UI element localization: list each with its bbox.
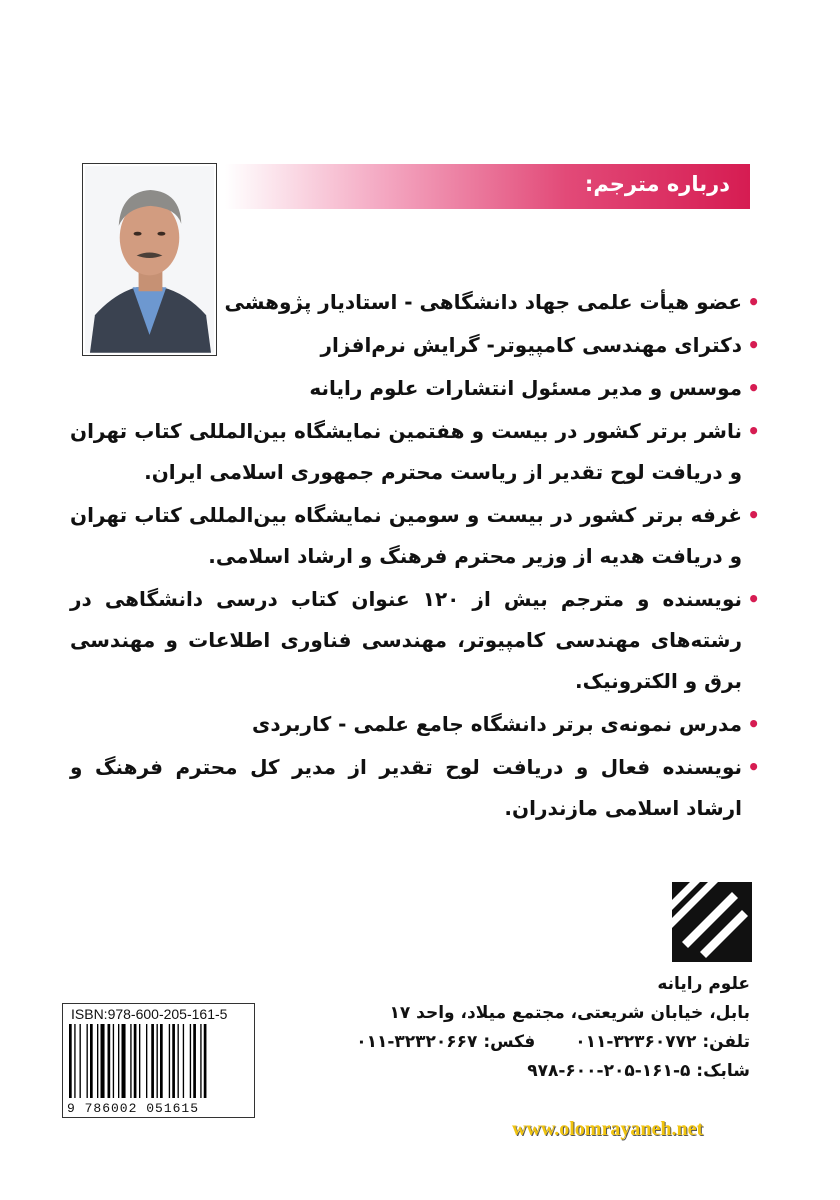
publisher-logo [672, 882, 752, 962]
publisher-isbn: شابک: ۵-۱۶۱-۲۰۵-۶۰۰-۹۷۸ [527, 1061, 750, 1081]
bio-item: • مدرس نمونه‌ی برتر دانشگاه جامع علمی - کاربردی [70, 704, 760, 745]
publisher-info [310, 970, 750, 1086]
contact-row [310, 1028, 750, 1057]
translator-bio-list [70, 282, 760, 831]
publisher-address: بابل، خیابان شریعتی، مجتمع میلاد، واحد ۱۷ [389, 1003, 750, 1023]
bio-item: • موسس و مدیر مسئول انتشارات علوم رایانه [70, 368, 760, 409]
isbn-barcode [62, 1003, 255, 1118]
publisher-name: علوم رایانه [657, 974, 750, 994]
section-title: درباره مترجم: [584, 172, 730, 196]
bio-item: • نویسنده و مترجم بیش از ۱۲۰ عنوان کتاب درسی دانشگاهی در رشته‌های مهندسی کامپیوتر، مهندسی فناوری اطلاعات و مهندسی برق و الکترونیک. [70, 579, 760, 702]
bio-item: • عضو هیأت علمی جهاد دانشگاهی - استادیار پژوهشی [70, 282, 760, 323]
bio-item: • ناشر برتر کشور در بیست و هفتمین نمایشگاه بین‌المللی کتاب تهران و دریافت لوح تقدیر از ریاست محترم جمهوری اسلامی ایران. [70, 411, 760, 493]
bio-item: • نویسنده فعال و دریافت لوح تقدیر از مدیر کل محترم فرهنگ و ارشاد اسلامی مازندران. [70, 747, 760, 829]
section-header-bar [225, 164, 750, 209]
barcode-digits: 9 786002 051615 [67, 1101, 200, 1116]
website-link[interactable]: www.olomrayaneh.net [512, 1118, 704, 1140]
bio-item: • غرفه برتر کشور در بیست و سومین نمایشگاه بین‌المللی کتاب تهران و دریافت هدیه از وزیر محترم فرهنگ و ارشاد اسلامی. [70, 495, 760, 577]
barcode-isbn-label: ISBN:978-600-205-161-5 [71, 1006, 228, 1022]
barcode-bars [69, 1024, 247, 1098]
bio-item: • دکترای مهندسی کامپیوتر- گرایش نرم‌افزار [70, 325, 760, 366]
publisher-fax: فکس: ۳۲۳۲۰۶۶۷-۰۱۱ [356, 1032, 536, 1052]
publisher-logo-icon [672, 882, 752, 962]
publisher-phone: تلفن: ۳۲۳۶۰۷۷۲-۰۱۱ [575, 1032, 750, 1052]
